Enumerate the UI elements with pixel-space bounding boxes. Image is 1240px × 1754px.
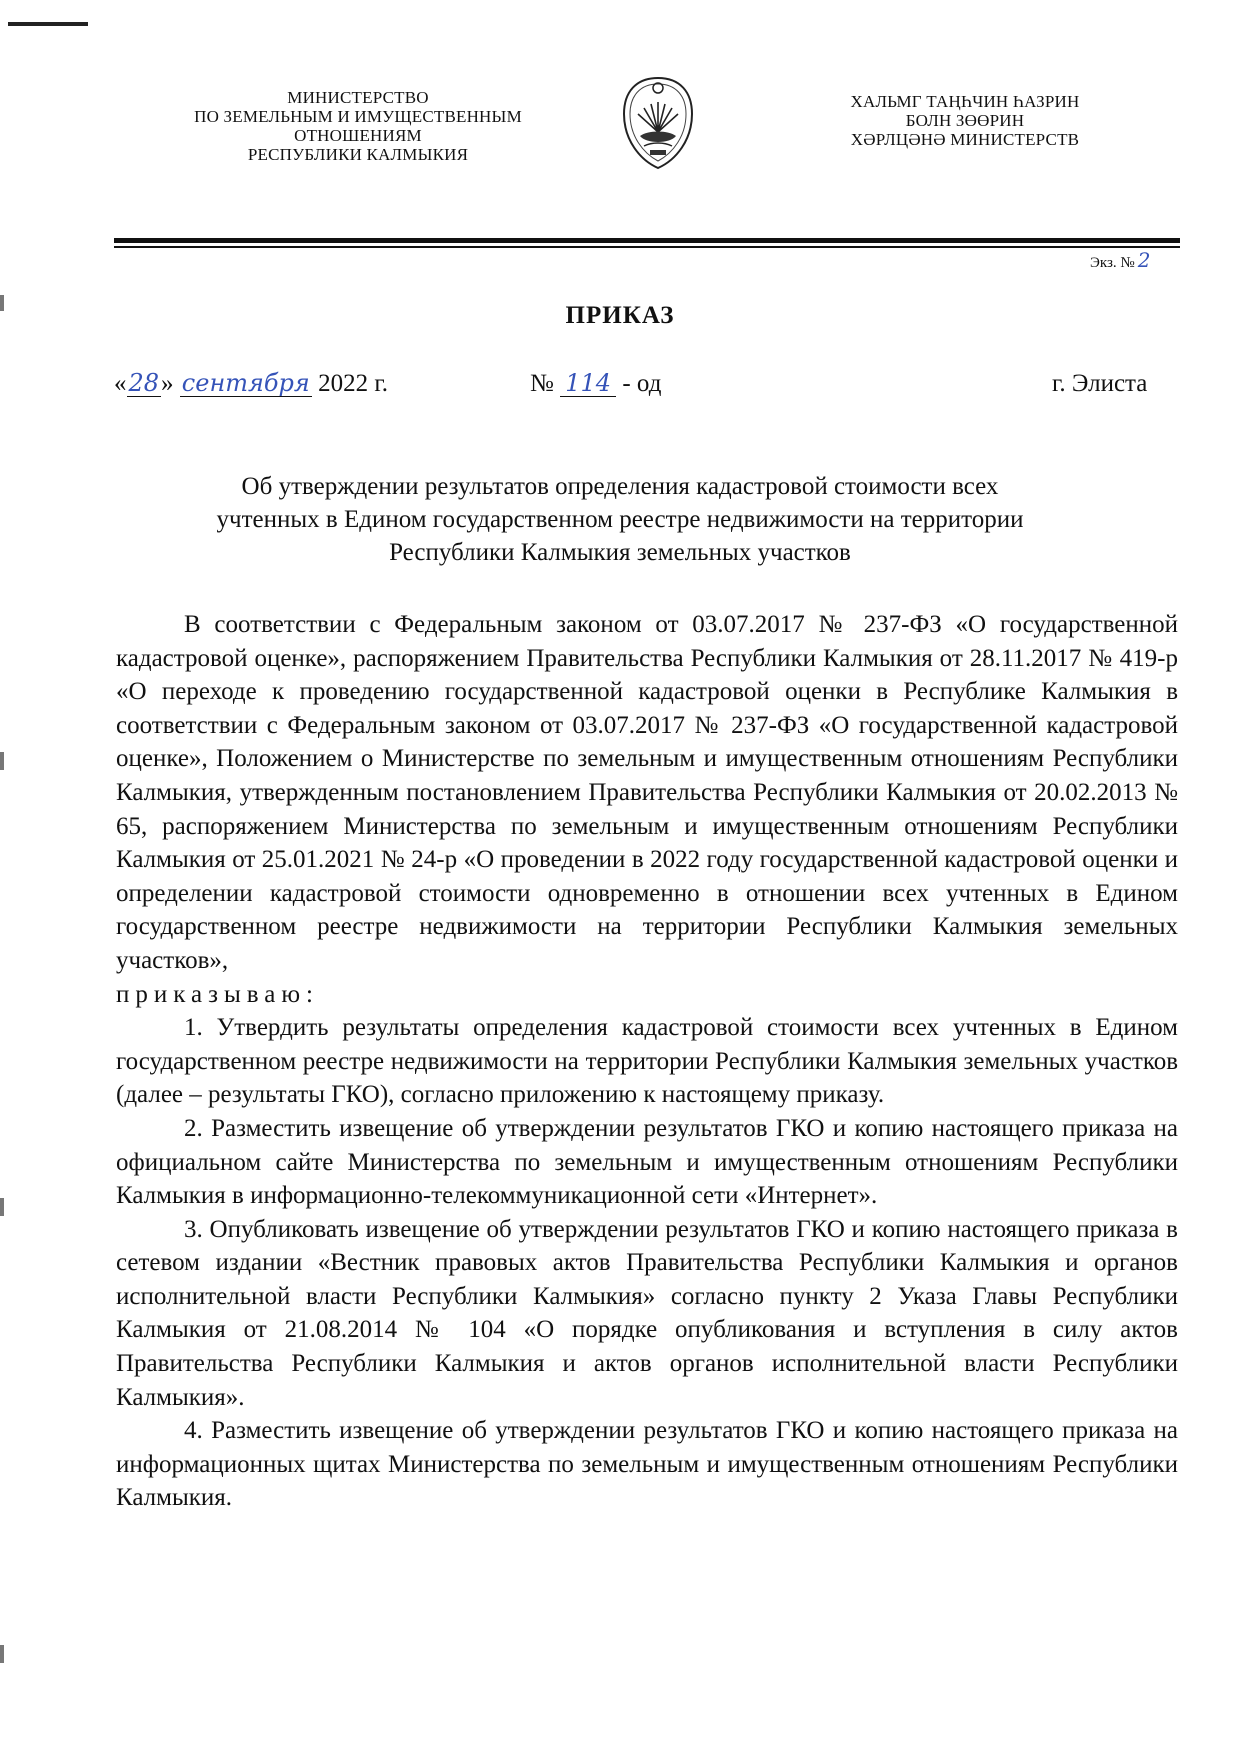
ministry-name-russian bbox=[148, 88, 568, 164]
ministry-kalm-line: ХАЛЬМГ ТАҢҺЧИН ҺАЗРИН bbox=[850, 92, 1080, 111]
copy-number bbox=[1090, 248, 1150, 272]
subject-line: Республики Калмыкия земельных участков bbox=[389, 539, 851, 566]
order-city: г. Элиста bbox=[1052, 370, 1148, 397]
copy-number-label: Экз. № bbox=[1090, 255, 1135, 271]
order-item: 1. Утвердить результаты определения кадастровой стоимости всех учтенных в Едином государственном реестре недвижимости на территории Республики Калмыкия земельных участков (далее – результаты ГКО), согласно приложению к настоящему приказу. bbox=[116, 1014, 1178, 1109]
ministry-kalm-line: ХӘРЛЦӘНӘ МИНИСТЕРСТВ bbox=[850, 130, 1080, 149]
order-word-text: приказываю: bbox=[116, 980, 319, 1008]
preamble-paragraph: В соответствии с Федеральным законом от 03.07.2017 № 237-ФЗ «О государственной кадастровой оценке», распоряжением Правительства Республики Калмыкия от 28.11.2017 № 419-р «О переходе к проведению государственной кадастровой оценки в Республике Калмыкия в соответствии с Федеральным законом от 03.07.2017 № 237-ФЗ «О государственной кадастровой оценке», Положением о Министерстве по земельным и имущественным отношениям Республики Калмыкия, утвержденным постановлением Правительства Республики Калмыкия от 20.02.2013 № 65, распоряжением Министерства по земельным и имущественным отношениям Республики Калмыкия от 25.01.2021 № 24-р «О проведении в 2022 году государственной кадастровой оценки и определении кадастровой стоимости одновременно в отношении всех учтенных в Едином государственном реестре недвижимости на территории Республики Калмыкия земельных участков», bbox=[116, 611, 1178, 974]
coat-of-arms-icon bbox=[618, 74, 698, 172]
header-divider-thin bbox=[114, 246, 1180, 248]
ministry-ru-line: РЕСПУБЛИКИ КАЛМЫКИЯ bbox=[247, 145, 469, 164]
subject-line: учтенных в Едином государственном реестре недвижимости на территории bbox=[216, 506, 1024, 533]
date-day: 28 bbox=[128, 369, 160, 397]
number-prefix: № bbox=[530, 370, 554, 397]
scan-mark bbox=[8, 22, 88, 26]
date-month: сентября bbox=[181, 369, 310, 397]
copy-number-value: 2 bbox=[1137, 248, 1151, 272]
order-item: 4. Разместить извещение об утверждении результатов ГКО и копию настоящего приказа на информационных щитах Министерства по земельным и имущественным отношениям Республики Калмыкия. bbox=[116, 1417, 1178, 1512]
ministry-name-kalmyk bbox=[800, 92, 1130, 149]
date-open-quote: « bbox=[114, 370, 127, 397]
scan-mark bbox=[0, 1198, 4, 1216]
order-date bbox=[114, 370, 388, 398]
ministry-ru-line: ОТНОШЕНИЯМ bbox=[294, 126, 422, 145]
header-divider bbox=[114, 238, 1180, 243]
order-item: 2. Разместить извещение об утверждении результатов ГКО и копию настоящего приказа на официальном сайте Министерства по земельным и имущественным отношениям Республики Калмыкия в информационно-телекоммуникационной сети «Интернет». bbox=[116, 1114, 1178, 1210]
document-title: ПРИКАЗ bbox=[565, 302, 675, 329]
subject-line: Об утверждении результатов определения кадастровой стоимости всех bbox=[241, 473, 999, 500]
scan-mark bbox=[0, 1645, 4, 1663]
date-year: 2022 г. bbox=[318, 370, 388, 397]
order-number bbox=[530, 370, 661, 398]
order-body bbox=[116, 608, 1178, 1515]
order-item: 3. Опубликовать извещение об утверждении результатов ГКО и копию настоящего приказа в сетевом издании «Вестник правовых актов Правительства Республики Калмыкия и органов исполнительной власти Республики Калмыкия» согласно пункту 2 Указа Главы Республики Калмыкия от 21.08.2014 № 104 «О порядке опубликования и вступления в силу актов Правительства Республики Калмыкия и актов органов исполнительной власти Республики Калмыкия». bbox=[116, 1215, 1178, 1411]
ministry-ru-line: МИНИСТЕРСТВО bbox=[287, 88, 429, 107]
scan-mark bbox=[0, 752, 4, 770]
date-close-quote: » bbox=[161, 370, 174, 397]
order-subject bbox=[150, 470, 1090, 569]
number-value: 114 bbox=[560, 370, 616, 397]
order-word bbox=[116, 978, 1178, 1012]
number-suffix: - од bbox=[622, 370, 662, 397]
ministry-kalm-line: БОЛН ЗӨӨРИН bbox=[905, 111, 1025, 130]
ministry-ru-line: ПО ЗЕМЕЛЬНЫМ И ИМУЩЕСТВЕННЫМ bbox=[194, 107, 522, 126]
